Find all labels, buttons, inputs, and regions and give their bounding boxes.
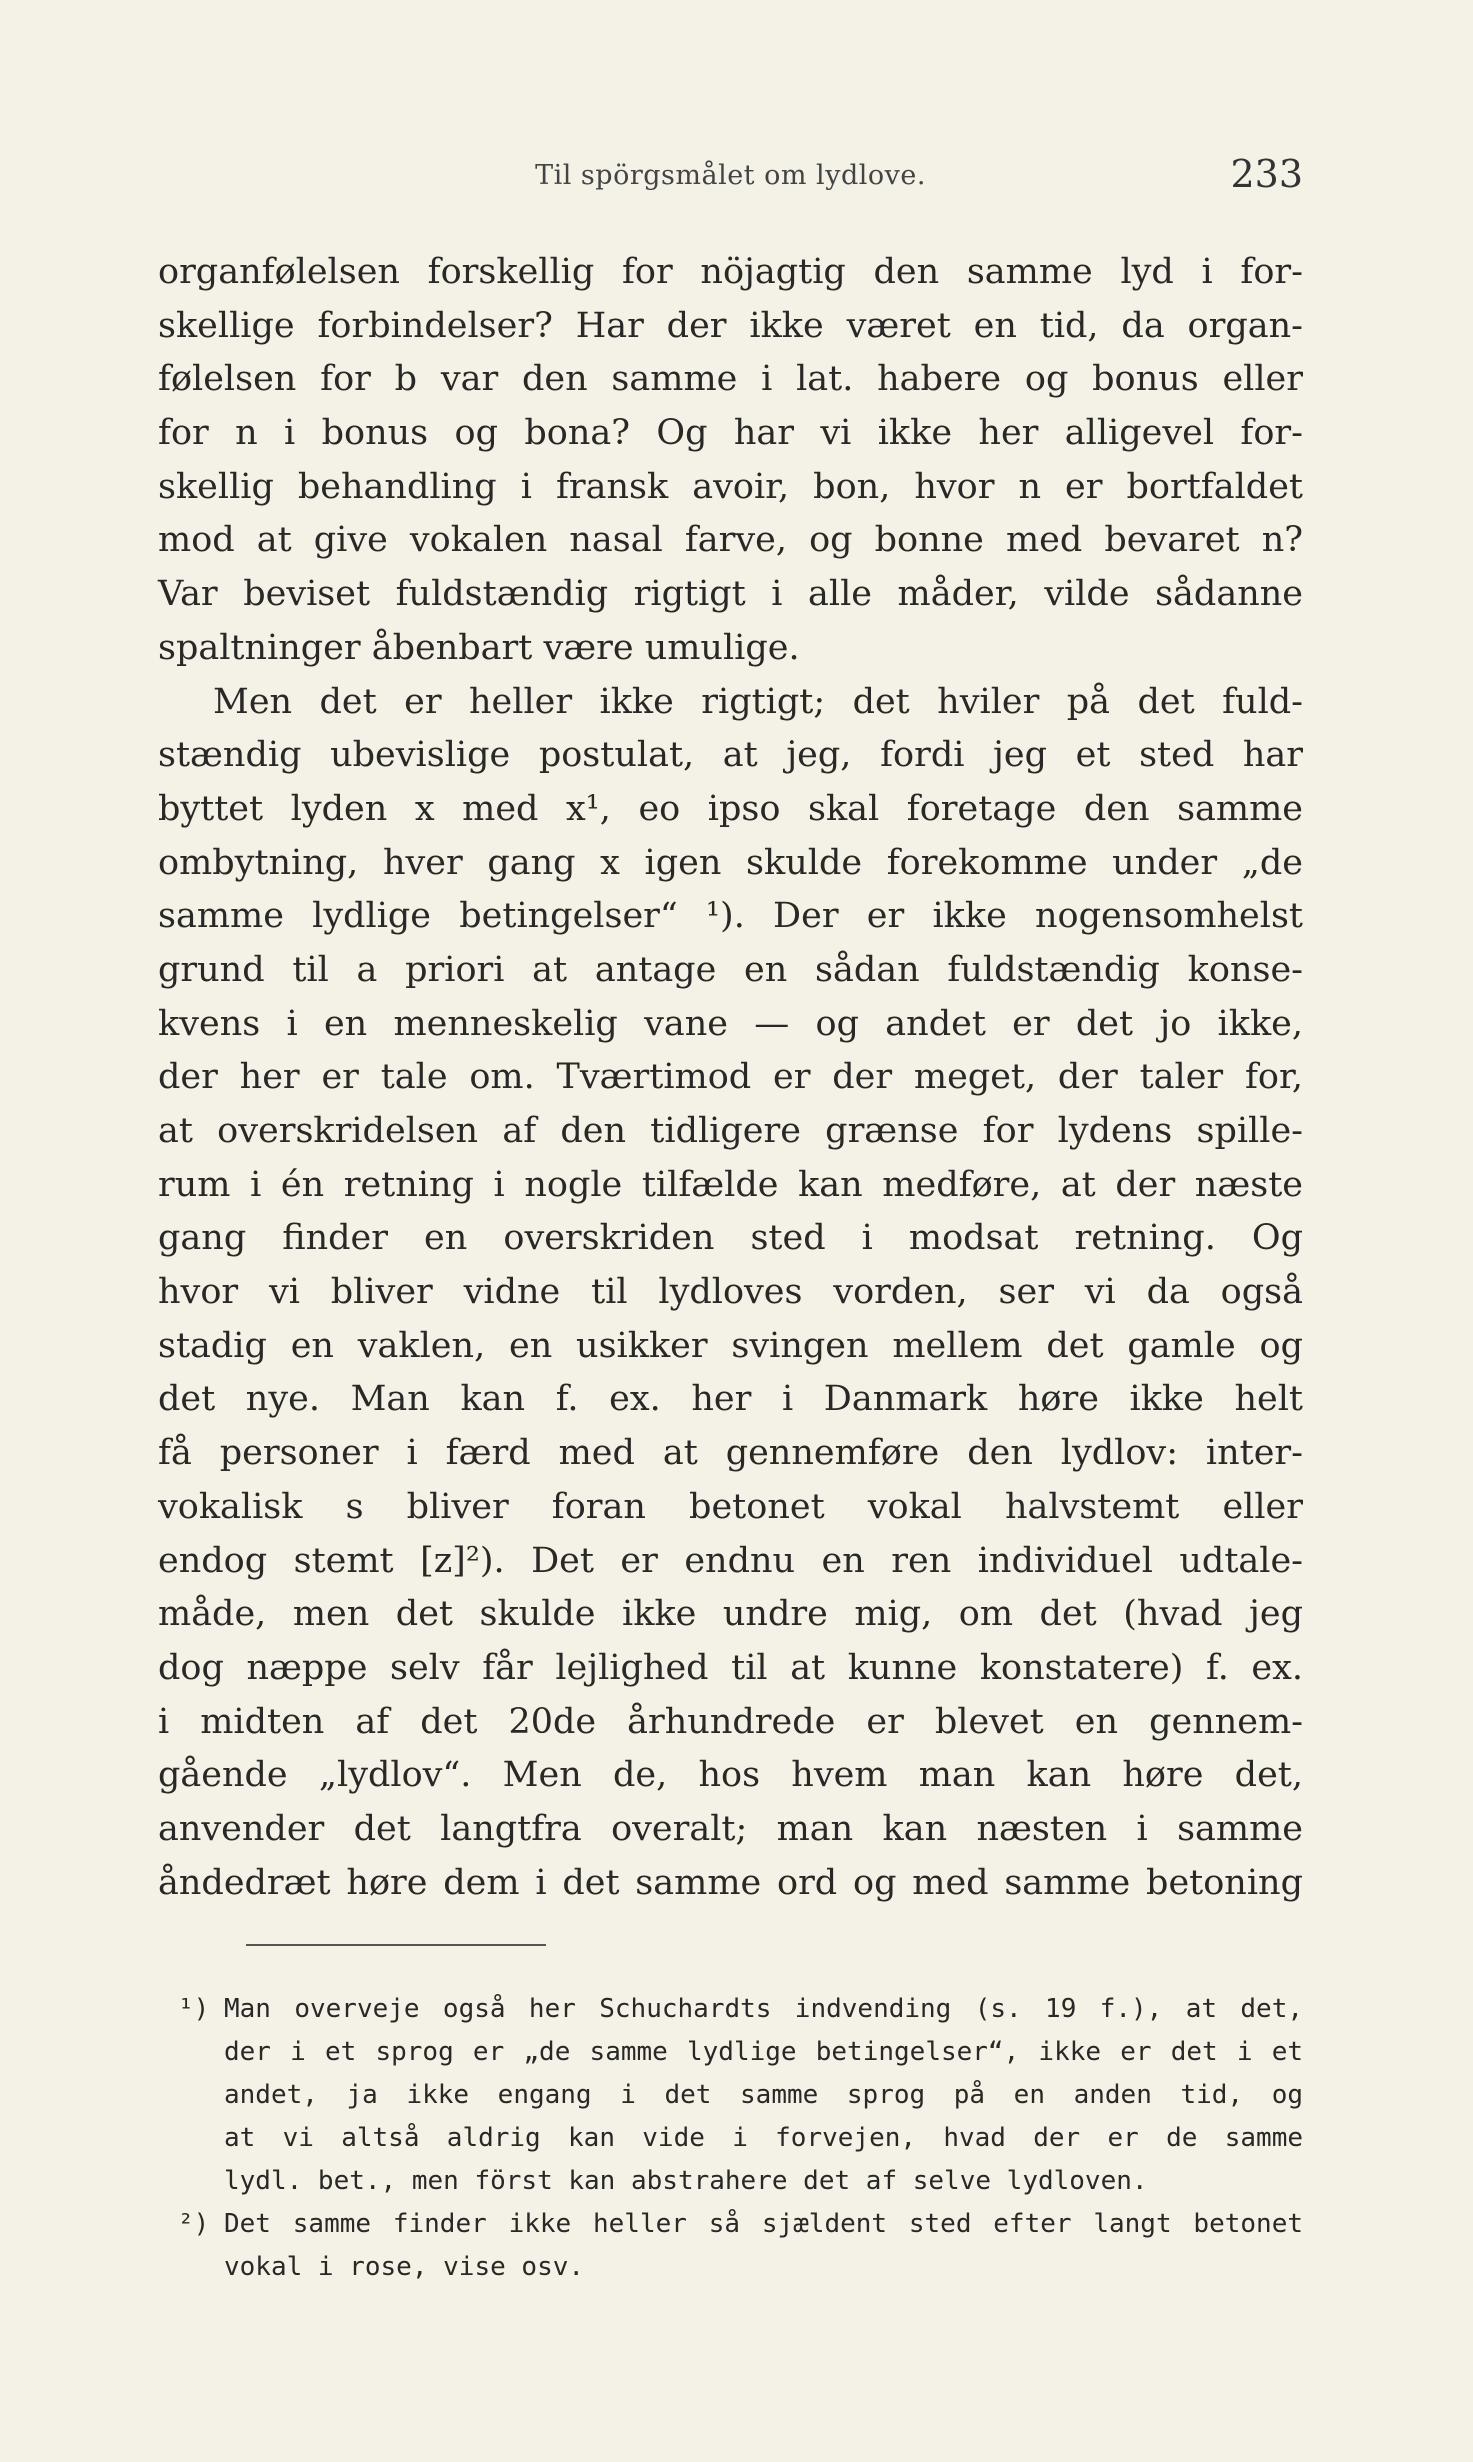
- footnote-divider: [246, 1944, 546, 1946]
- text-line: få personer i færd med at gennemføre den lydlov: inter-: [158, 1433, 1303, 1474]
- footnote-line: [178, 1988, 1303, 2031]
- text-line: endog stemt [z]²). Det er endnu en ren individuel udtale-: [158, 1540, 1303, 1581]
- text-line: samme lydlige betingelser“ ¹). Der er ikke nogensomhelst: [158, 896, 1303, 937]
- text-line: stændig ubevislige postulat, at jeg, fordi jeg et sted har: [158, 735, 1303, 776]
- running-title: Til spörgsmålet om lydlove.: [535, 160, 926, 191]
- main-text: [158, 246, 1303, 1910]
- text-line: organfølelsen forskellig for nöjagtig den samme lyd i for-: [158, 252, 1303, 292]
- text-line: gående „lydlov“. Men de, hos hvem man kan høre det,: [158, 1755, 1303, 1796]
- footnote-line: [178, 2203, 1303, 2246]
- text-line: byttet lyden x med x¹, eo ipso skal foretage den samme: [158, 788, 1303, 829]
- text-line: åndedræt høre dem i det samme ord og med samme betoning: [158, 1862, 1303, 1903]
- text-line: Var beviset fuldstændig rigtigt i alle måder, vilde sådanne: [158, 574, 1303, 615]
- text-line: mod at give vokalen nasal farve, og bonne med bevaret n?: [158, 520, 1303, 561]
- text-line: det nye. Man kan f. ex. her i Danmark høre ikke helt: [158, 1379, 1303, 1420]
- text-line: kvens i en menneskelig vane — og andet er det jo ikke,: [158, 1003, 1303, 1044]
- footnote-line: der i et sprog er „de samme lydlige betingelser“, ikke er det i et: [224, 2037, 1303, 2067]
- text-line: for n i bonus og bona? Og har vi ikke her alligevel for-: [158, 413, 1303, 454]
- text-line: vokalisk s bliver foran betonet vokal halvstemt eller: [158, 1486, 1303, 1527]
- text-line: skellig behandling i fransk avoir, bon, hvor n er bortfaldet: [158, 466, 1303, 507]
- footnote-line: andet, ja ikke engang i det samme sprog på en anden tid, og: [224, 2080, 1303, 2110]
- footnote-line: at vi altså aldrig kan vide i forvejen, hvad der er de samme: [224, 2123, 1303, 2153]
- text-line: i midten af det 20de århundrede er blevet en gennem-: [158, 1701, 1303, 1742]
- text-line: at overskridelsen af den tidligere grænse for lydens spille-: [158, 1111, 1303, 1151]
- footnote-marker: ²): [178, 2209, 210, 2239]
- text-line: ombytning, hver gang x igen skulde forekomme under „de: [158, 842, 1303, 883]
- text-line: Men det er heller ikke rigtigt; det hviler på det fuld-: [213, 681, 1303, 722]
- text-line: der her er tale om. Tværtimod er der meget, der taler for,: [158, 1057, 1303, 1098]
- text-line: følelsen for b var den samme i lat. habere og bonus eller: [158, 359, 1303, 400]
- text-line: spaltninger åbenbart være umulige.: [158, 627, 800, 668]
- text-line: stadig en vaklen, en usikker svingen mellem det gamle og: [158, 1325, 1303, 1366]
- text-line: anvender det langtfra overalt; man kan næsten i samme: [158, 1808, 1303, 1849]
- text-line: rum i én retning i nogle tilfælde kan medføre, at der næste: [158, 1164, 1303, 1205]
- text-line: grund til a priori at antage en sådan fuldstændig konse-: [158, 949, 1303, 990]
- footnote-line: lydl. bet., men först kan abstrahere det af selve lydloven.: [224, 2166, 1148, 2196]
- footnote-line: vokal i rose, vise osv.: [224, 2252, 585, 2282]
- page-number: 233: [1230, 152, 1303, 196]
- text-line: måde, men det skulde ikke undre mig, om det (hvad jeg: [158, 1594, 1303, 1635]
- running-header: [158, 152, 1303, 202]
- text-line: gang finder en overskriden sted i modsat retning. Og: [158, 1218, 1303, 1259]
- footnote-text: Man overveje også her Schuchardts indvending (s. 19 f.), at det,: [224, 1994, 1303, 2024]
- footnotes: [178, 1988, 1303, 2289]
- footnote-text: Det samme finder ikke heller så sjældent sted efter langt betonet: [224, 2209, 1303, 2239]
- text-line: skellige forbindelser? Har der ikke været en tid, da organ-: [158, 305, 1303, 346]
- footnote-marker: ¹): [178, 1994, 210, 2024]
- text-line: dog næppe selv får lejlighed til at kunne konstatere) f. ex.: [158, 1647, 1303, 1688]
- text-line: hvor vi bliver vidne til lydloves vorden, ser vi da også: [158, 1272, 1303, 1313]
